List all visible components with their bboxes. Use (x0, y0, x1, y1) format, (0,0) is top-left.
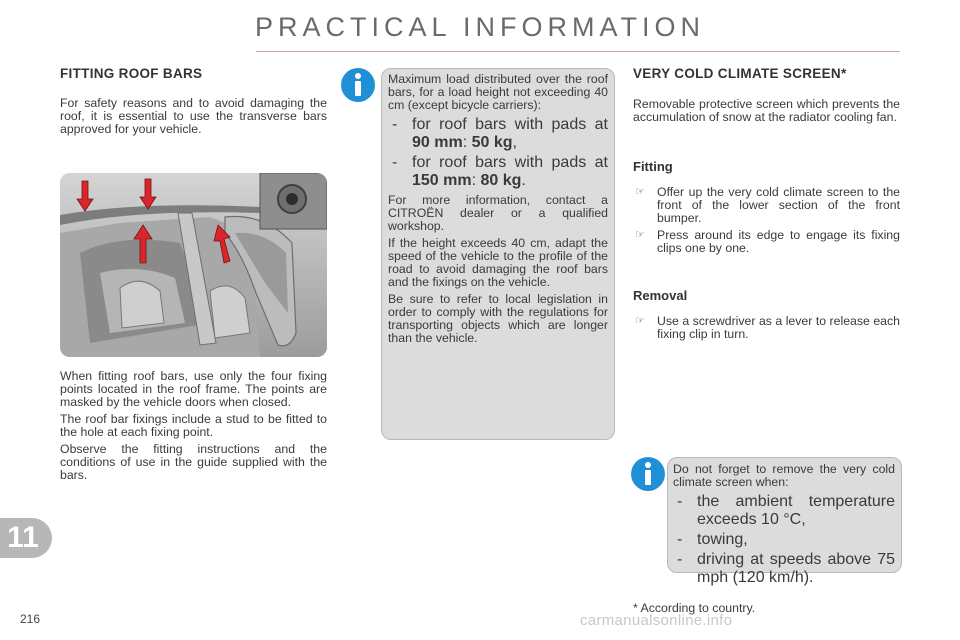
cold-screen-warning-list (673, 493, 895, 587)
chapter-number: 11 (7, 521, 39, 554)
fitting-list (633, 186, 900, 255)
pointing-hand-icon: ☞ (635, 229, 645, 241)
roof-load-info-content (388, 73, 608, 349)
pad-size: 150 mm (412, 172, 472, 189)
pad-size: 90 mm (412, 134, 463, 151)
list-item: - for roof bars with pads at 150 mm: 80 kg. (388, 154, 608, 190)
roof-bars-heading: FITTING ROOF BARS (60, 66, 203, 81)
roof-bars-paragraph-2: The roof bar fixings include a stud to be fitted to the hole at each fixing point. (60, 412, 327, 439)
roof-load-list (388, 116, 608, 190)
roof-bars-photo (60, 173, 327, 357)
removal-list (633, 315, 900, 341)
roof-load-paragraph-3: Be sure to refer to local legislation in order to comply with the regulations for transporting objects which are longer than the vehicle. (388, 292, 608, 345)
list-item: - towing, (673, 531, 895, 549)
footnote: * According to country. (633, 601, 756, 615)
roof-load-paragraph-2: If the height exceeds 40 cm, adapt the speed of the vehicle to the profile of the road to avoid damaging the roof bars and the fixings on the vehicle. (388, 236, 608, 289)
page-number: 216 (20, 612, 41, 626)
list-item: - for roof bars with pads at 90 mm: 50 kg, (388, 116, 608, 152)
load-value: 50 kg (471, 134, 513, 151)
fitting-heading: Fitting (633, 159, 673, 174)
removal-heading: Removal (633, 288, 688, 303)
roof-bars-intro: For safety reasons and to avoid damaging the roof, it is essential to use the transverse bars approved for your vehicle. (60, 96, 327, 136)
cold-screen-heading: VERY COLD CLIMATE SCREEN* (633, 66, 847, 81)
roof-bars-paragraph-1: When fitting roof bars, use only the four fixing points located in the roof frame. The points are masked by the vehicle doors when closed. (60, 369, 327, 409)
list-item: - the ambient temperature exceeds 10 °C, (673, 493, 895, 529)
info-icon (340, 67, 376, 103)
cold-screen-intro: Removable protective screen which prevents the accumulation of snow at the radiator cooling fan. (633, 97, 900, 124)
info-icon (630, 456, 666, 492)
roof-load-paragraph-1: For more information, contact a CITROËN dealer or a qualified workshop. (388, 193, 608, 233)
cold-screen-warning: Do not forget to remove the very cold climate screen when: (673, 462, 895, 489)
car-interior-illustration (60, 173, 327, 357)
pointing-hand-icon: ☞ (635, 315, 645, 327)
list-item: ☞ Use a screwdriver as a lever to release each fixing clip in turn. (635, 314, 900, 341)
cold-screen-section (633, 67, 900, 345)
roof-bars-details (60, 370, 327, 486)
list-item: ☞ Press around its edge to engage its fixing clips one by one. (635, 228, 900, 255)
page-title: PRACTICAL INFORMATION (254, 12, 705, 42)
roof-bars-section (60, 67, 327, 140)
roof-load-intro: Maximum load distributed over the roof bars, for a load height not exceeding 40 cm (except bicycle carriers): (388, 72, 608, 112)
list-item: - driving at speeds above 75 mph (120 km/h). (673, 551, 895, 587)
title-divider (256, 51, 900, 52)
load-value: 80 kg (480, 172, 522, 189)
pointing-hand-icon: ☞ (635, 186, 645, 198)
roof-bars-paragraph-3: Observe the fitting instructions and the conditions of use in the guide supplied with the bars. (60, 442, 327, 482)
cold-screen-info-content (673, 463, 895, 591)
watermark: carmanualsonline.info (580, 612, 733, 629)
list-item: ☞ Offer up the very cold climate screen to the front of the lower section of the front bumper. (635, 185, 900, 225)
